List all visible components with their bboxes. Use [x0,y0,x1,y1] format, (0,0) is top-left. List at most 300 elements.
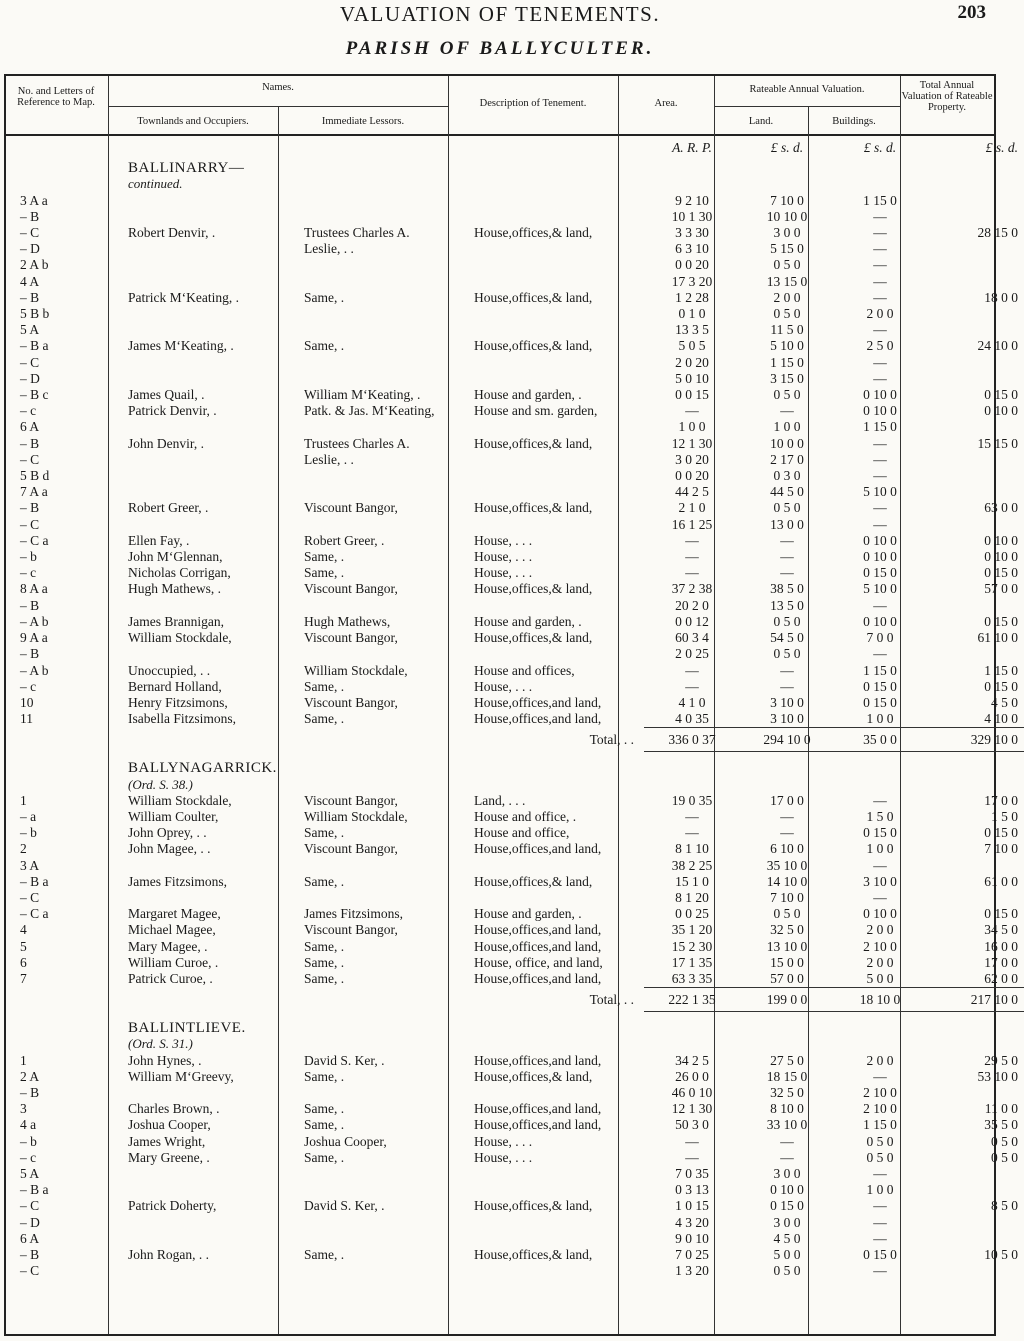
total-valuation [926,209,1024,225]
total-valuation: 17 0 0 [984,792,1018,808]
area-units: A. R. P. [672,140,712,155]
tenement-description: House,offices,and land, [474,841,602,857]
buildings-valuation: 1 15 0 [863,1117,897,1133]
area-value: — [685,532,699,548]
tenement-description: House and garden, . [474,387,582,403]
table-row [6,403,1024,419]
total-valuation [926,257,1024,273]
lessor-name: Trustees Charles A. [304,435,410,451]
area-value: 4 0 35 [675,711,709,727]
lessor-name [298,419,468,435]
land-valuation: 54 5 0 [770,630,804,646]
table-row [6,387,1024,403]
land-valuation: 0 10 0 [770,1182,804,1198]
land-valuation: — [780,1149,794,1165]
land-valuation: 18 15 0 [766,1068,808,1084]
total-valuation [926,322,1024,338]
lessor-name [298,858,468,874]
area-value: 4 3 20 [675,1214,709,1230]
area-value: — [685,549,699,565]
table-row [6,841,1024,857]
map-reference: – c [20,565,37,581]
total-valuation [926,646,1024,662]
col-total-header: Total Annual Valuation of Rateable Property. [901,80,993,113]
total-valuation [926,274,1024,290]
occupier-name: William M‘Greevy, [128,1068,234,1084]
total-valuation: 4 10 0 [984,711,1018,727]
lessor-name: David S. Ker, . [304,1052,385,1068]
buildings-valuation: 1 0 0 [866,1182,894,1198]
table-row [6,419,1024,435]
land-valuation: 32 5 0 [770,922,804,938]
parish-title: PARISH OF BALLYCULTER. [345,38,655,59]
area-value: 34 2 5 [675,1052,709,1068]
tenement-description: House,offices,and land, [474,922,602,938]
buildings-valuation: — [873,1068,887,1084]
buildings-valuation: — [873,225,887,241]
col-description-header: Description of Tenement. [479,98,587,109]
land-valuation: — [780,532,794,548]
lessor-name: Same, . [304,1101,345,1117]
table-row [6,858,1024,874]
empty-cell [926,756,1024,776]
empty-cell [926,1036,1024,1052]
occupier-name: Margaret Magee, [128,906,221,922]
map-reference: – b [20,1133,37,1149]
tenement-description: House and office, [474,825,570,841]
tenement-description: House,offices,& land, [474,500,593,516]
lessor-name: Viscount Bangor, [304,500,398,516]
lessor-name: Same, . [304,938,345,954]
empty-cell [644,1036,740,1052]
table-row [6,355,1024,371]
land-valuation: — [780,662,794,678]
occupier-name: John Magee, . . [128,841,211,857]
table-row [6,500,1024,516]
tenement-description: House, office, and land, [474,954,603,970]
occupier-name: Ellen Fay, . [128,532,190,548]
area-value: 15 2 30 [671,938,713,954]
area-value: 19 0 35 [671,792,713,808]
lessor-name: Patk. & Jas. M‘Keating, [304,403,435,419]
total-valuation [926,1182,1024,1198]
townland-sub-row [6,777,1024,793]
lessor-name [298,274,468,290]
buildings-valuation: — [873,516,887,532]
map-reference: – B [20,500,40,516]
tenement-description: House, . . . [474,1149,533,1165]
table-row [6,1117,1024,1133]
townland-name: BALLINTLIEVE. [128,1020,246,1037]
land-valuation: 5 0 0 [773,1247,801,1262]
townland-name: BALLINARRY— [128,160,245,177]
occupier-name: William Stockdale, [128,792,232,808]
total-valuation: 16 0 0 [984,938,1018,954]
area-value: 63 3 35 [671,970,713,986]
lessor-name: Same, . [304,971,345,987]
tenement-description: House, . . . [474,565,533,581]
lessor-name [298,1231,468,1247]
table-row [6,874,1024,890]
running-head [0,0,1000,28]
lessor-name: Joshua Cooper, [304,1133,387,1149]
buildings-valuation: 2 0 0 [866,954,894,970]
occupier-name: Mary Magee, . [128,938,208,954]
land-valuation: 5 15 0 [770,241,804,257]
running-title: VALUATION OF TENEMENTS. [339,2,661,26]
lessor-name [298,468,468,484]
area-value: 0 0 25 [675,906,709,922]
area-value: 1 0 15 [675,1198,709,1214]
occupier-name: James Fitzsimons, [128,873,228,889]
total-valuation: 61 10 0 [977,630,1018,646]
tenement-description: Land, . . . [474,792,526,808]
tenement-description [468,419,644,435]
lessor-name: Same, . [304,1247,345,1262]
land-valuation: 10 0 0 [770,435,804,451]
townland-sub-row [6,1036,1024,1052]
map-reference: 5 B d [20,468,50,484]
occupier-name [122,452,298,468]
lessor-name [298,1263,468,1279]
lessor-name: William Stockdale, [304,808,408,824]
map-reference: – A b [20,613,49,629]
buildings-valuation: 7 0 0 [866,630,894,646]
map-reference: – c [20,403,37,419]
table-row [6,614,1024,630]
occupier-name: Joshua Cooper, [128,1117,211,1133]
buildings-valuation: 0 10 0 [863,613,897,629]
area-value: 2 0 20 [675,354,709,370]
total-valuation [926,890,1024,906]
land-valuation: 15 0 0 [770,954,804,970]
buildings-valuation: — [873,241,887,257]
table-row [6,630,1024,646]
ref-cell [6,777,122,793]
map-reference: 7 [20,971,27,987]
occupier-name [122,322,298,338]
townland-subtitle: (Ord. S. 31.) [128,1036,193,1052]
land-valuation: 7 10 0 [770,889,804,905]
total-valuation [926,517,1024,533]
area-value: 1 2 28 [675,289,709,305]
map-reference: – B [20,597,40,613]
table-row [6,1166,1024,1182]
land-valuation: 13 0 0 [770,516,804,532]
table-row [6,1069,1024,1085]
area-value: — [685,662,699,678]
map-reference: 1 [20,1052,27,1068]
occupier-name: Robert Greer, . [128,500,209,516]
map-reference: – B a [20,873,49,889]
lessor-name [298,517,468,533]
ref-cell [6,1036,122,1052]
buildings-valuation: 5 0 0 [866,970,894,986]
buildings-valuation: — [873,1198,887,1214]
buildings-valuation: 0 10 0 [863,387,897,403]
map-reference: – B [20,1084,40,1100]
tenement-description [468,858,644,874]
total-valuation [926,1231,1024,1247]
table-row [6,646,1024,662]
col-buildings-header: Buildings. [832,116,876,127]
buildings-valuation: — [873,857,887,873]
lessor-name: Same, . [304,1117,345,1133]
table-row [6,436,1024,452]
map-reference: 6 A [20,1230,40,1246]
townland-sub-row [6,176,1024,192]
buildings-valuation: — [873,322,887,338]
table-row [6,565,1024,581]
map-reference: 4 A [20,273,40,289]
land-valuation: 3 10 0 [770,711,804,727]
land-valuation: 13 10 0 [766,938,808,954]
land-valuation: 11 5 0 [770,322,804,338]
map-reference: 4 [20,922,27,938]
total-valuation: 0 15 0 [984,825,1018,841]
empty-cell [740,777,834,793]
total-buildings: 35 0 0 [834,728,926,752]
land-valuation: 13 5 0 [770,597,804,613]
lessor-name: Robert Greer, . [304,532,385,548]
entries-body [6,140,1024,1279]
land-valuation: 0 5 0 [773,306,801,322]
buildings-units: £ s. d. [863,140,897,155]
map-reference: – C [20,354,40,370]
occupier-name [122,468,298,484]
units-row [6,140,1024,156]
lessor-name: Viscount Bangor, [304,581,398,597]
table-row [6,663,1024,679]
occupier-name: William Curoe, . [128,954,219,970]
total-valuation: 8 5 0 [991,1198,1018,1214]
occupier-name [122,306,298,322]
land-valuation: 0 5 0 [773,613,801,629]
tenement-description: House,offices,and land, [474,1052,602,1068]
total-valuation: 0 15 0 [984,906,1018,922]
lessor-name [298,1215,468,1231]
tenement-description: House,offices,and land, [474,1101,602,1117]
table-row [6,825,1024,841]
area-value: 1 0 0 [678,419,706,435]
land-valuation: 0 5 0 [773,906,801,922]
table-row [6,1263,1024,1279]
tenement-description: House and offices, [474,662,575,678]
total-value: 217 10 0 [926,988,1024,1012]
land-valuation: — [780,808,794,824]
table-row [6,939,1024,955]
table-row [6,695,1024,711]
land-valuation: 38 5 0 [770,581,804,597]
lessor-name: Same, . [304,565,345,581]
area-value: 20 2 0 [675,597,709,613]
total-valuation [926,1166,1024,1182]
buildings-valuation: 1 5 0 [866,808,894,824]
lessor-name [298,484,468,500]
total-valuation: 18 0 0 [984,289,1018,305]
total-valuation: 0 10 0 [984,403,1018,419]
empty-cell [926,777,1024,793]
occupier-name: Nicholas Corrigan, [128,565,231,581]
table-row [6,793,1024,809]
total-land: 199 0 0 [740,988,834,1012]
empty-cell [298,988,468,1012]
map-reference: – D [20,1214,40,1230]
land-valuation: 3 10 0 [770,694,804,710]
total-valuation [926,598,1024,614]
area-value: 17 3 20 [671,273,713,289]
total-valuation [926,484,1024,500]
tenement-description: House,offices,& land, [474,581,593,597]
land-valuation: 3 0 0 [773,225,801,241]
land-valuation: — [780,565,794,581]
land-valuation: 3 0 0 [773,1214,801,1230]
occupier-name: John M‘Glennan, [128,549,223,565]
table-row [6,906,1024,922]
lessor-name [298,355,468,371]
map-reference: – C a [20,906,49,922]
total-valuation [926,241,1024,257]
area-value: 13 3 5 [675,322,709,338]
land-valuation: 3 0 0 [773,1165,801,1181]
total-valuation: 7 10 0 [984,841,1018,857]
area-value: 35 1 20 [671,922,713,938]
buildings-valuation: 3 10 0 [863,873,897,889]
occupier-name: Patrick Curoe, . [128,971,213,987]
total-valuation: 29 5 0 [984,1052,1018,1068]
area-value: 15 1 0 [675,873,709,889]
land-valuation: — [780,825,794,841]
lessor-name [298,322,468,338]
land-valuation: 4 5 0 [773,1230,801,1246]
total-valuation: 28 15 0 [977,225,1018,241]
lessor-name: Same, . [304,711,345,727]
buildings-valuation: 5 10 0 [863,484,897,500]
total-row [6,988,1024,1012]
occupier-name [122,1231,298,1247]
total-valuation [926,1263,1024,1279]
area-value: 9 0 10 [675,1230,709,1246]
area-value: 7 0 25 [675,1247,709,1262]
total-valuation: 1 5 0 [991,808,1018,824]
lessor-name: William Stockdale, [304,662,408,678]
townland-name: BALLYNAGARRICK. [128,760,277,777]
empty-cell [644,777,740,793]
lessor-name: Same, . [304,289,345,305]
ref-cell [6,156,122,176]
lessor-name: Leslie, . . [304,241,354,257]
empty-cell [468,1036,644,1052]
tenement-description: House, . . . [474,532,533,548]
empty-cell [740,1016,834,1036]
table-row [6,922,1024,938]
map-reference: – C [20,889,40,905]
map-reference: – c [20,1149,37,1165]
buildings-valuation: 0 15 0 [863,825,897,841]
area-value: 44 2 5 [675,484,709,500]
occupier-name [122,1182,298,1198]
map-reference: – a [20,808,37,824]
total-valuation: 53 10 0 [977,1068,1018,1084]
land-units: £ s. d. [770,140,804,155]
table-row [6,1150,1024,1166]
townland-subtitle: (Ord. S. 38.) [128,776,193,792]
occupier-name: John Oprey, . . [128,825,207,841]
empty-cell [468,777,644,793]
total-valuation: 0 5 0 [991,1133,1018,1149]
map-reference: – C [20,225,40,241]
total-valuation [926,1215,1024,1231]
table-row [6,549,1024,565]
lessor-name [298,1182,468,1198]
table-row [6,711,1024,728]
occupier-name: Patrick Denvir, . [128,403,217,419]
occupier-name [122,257,298,273]
tenement-description [468,274,644,290]
occupier-name [122,241,298,257]
land-valuation: 8 10 0 [770,1101,804,1117]
empty-cell [926,176,1024,192]
land-valuation: 32 5 0 [770,1084,804,1100]
table-row [6,581,1024,597]
land-valuation: 0 3 0 [773,468,801,484]
tenement-description [468,1263,644,1279]
total-buildings: 18 10 0 [834,988,926,1012]
occupier-name: Patrick Doherty, [128,1198,217,1214]
total-label: Total, . . [589,731,634,747]
map-reference: – B a [20,338,49,354]
buildings-valuation: — [873,435,887,451]
area-value: 3 0 20 [675,451,709,467]
total-value: 329 10 0 [926,728,1024,752]
map-reference: 3 A [20,857,40,873]
empty-cell [122,728,298,752]
valuation-table [4,74,1018,1336]
map-reference: 2 A b [20,257,49,273]
tenement-description: House,offices,& land, [474,1247,593,1262]
area-value: 0 0 20 [675,468,709,484]
buildings-valuation: — [873,370,887,386]
map-reference: – C [20,516,40,532]
land-valuation: 1 15 0 [770,354,804,370]
occupier-name: James Brannigan, [128,613,224,629]
table-row [6,533,1024,549]
tenement-description [468,306,644,322]
area-value: 2 1 0 [678,500,706,516]
map-reference: 10 [20,694,34,710]
table-row [6,1053,1024,1069]
area-value: 5 0 10 [675,370,709,386]
table-row [6,679,1024,695]
map-reference: 2 A [20,1068,40,1084]
area-value: 4 1 0 [678,694,706,710]
empty-cell [644,1016,740,1036]
lessor-name: Leslie, . . [304,451,354,467]
table-row [6,1182,1024,1198]
total-label: Total, . . [589,991,634,1007]
map-reference: 6 [20,954,27,970]
empty-cell [926,156,1024,176]
map-reference: 6 A [20,419,40,435]
land-valuation: 44 5 0 [770,484,804,500]
lessor-name: Hugh Mathews, [304,613,391,629]
land-valuation: 0 5 0 [773,387,801,403]
tenement-description [468,1085,644,1101]
total-valuation: 0 15 0 [984,678,1018,694]
townland-heading-row [6,156,1024,176]
lessor-name: Same, . [304,873,345,889]
area-value: 17 1 35 [671,954,713,970]
